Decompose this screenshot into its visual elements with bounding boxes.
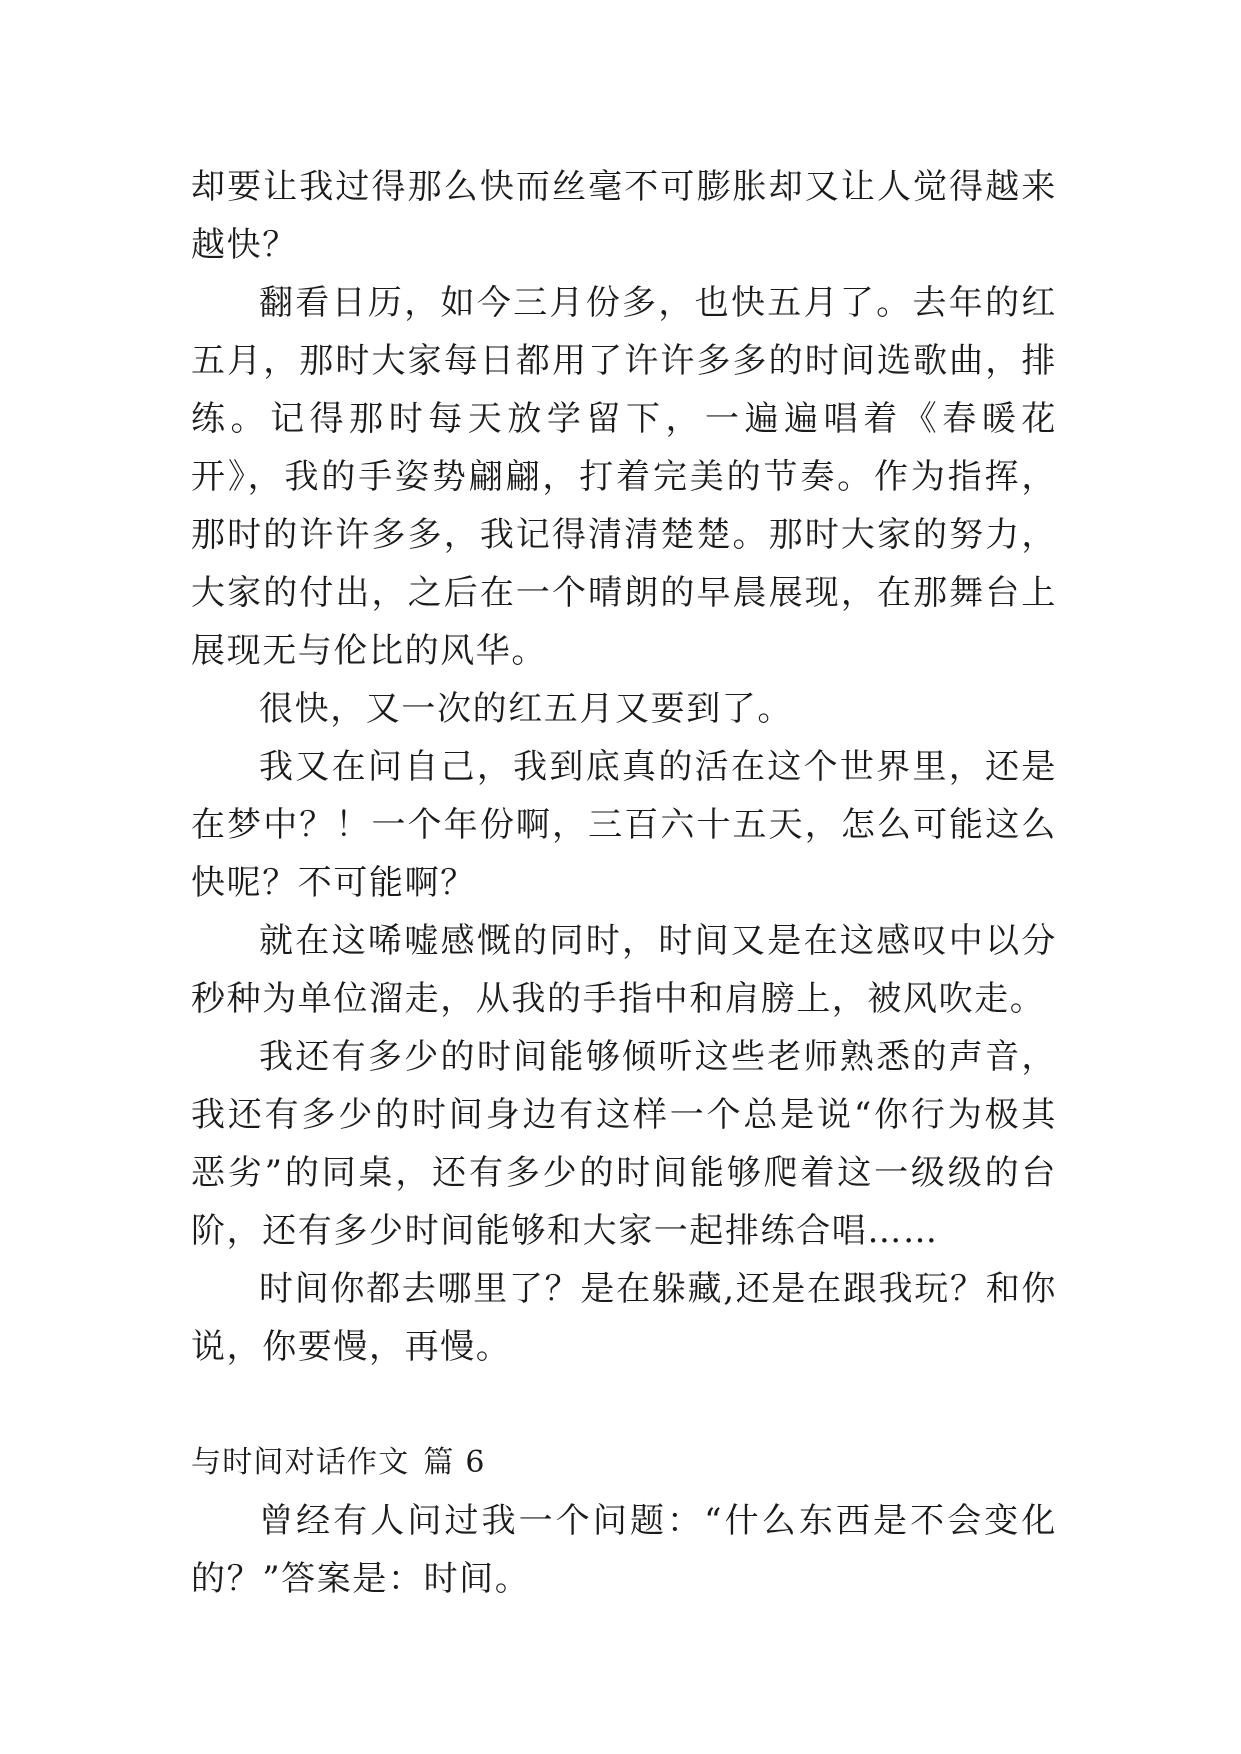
paragraph-where-time: 时间你都去哪里了？是在躲藏,还是在跟我玩？和你说，你要慢，再慢。 [191,1269,1057,1367]
paragraph-question: 曾经有人问过我一个问题：“什么东西是不会变化的？”答案是：时间。 [191,1501,1057,1599]
section-heading-title: 与时间对话作文 [191,1445,410,1480]
paragraph-remaining-time: 我还有多少的时间能够倾听这些老师熟悉的声音，我还有多少的时间身边有这样一个总是说“你行为极其恶劣”的同桌，还有多少的时间能够爬着这一级级的台阶，还有多少时间能够和大家一起排练合唱…… [191,1037,1057,1251]
paragraph-calendar: 翻看日历，如今三月份多，也快五月了。去年的红五月，那时大家每日都用了许许多多的时间选歌曲，排练。记得那时每天放学留下，一遍遍唱着《春暖花开》，我的手姿势翩翩，打着完美的节奏。作为指挥，那时的许许多多，我记得清清楚楚。那时大家的努力，大家的付出，之后在一个晴朗的早晨展现，在那舞台上展现无与伦比的风华。 [191,283,1057,671]
paragraph-sigh: 就在这唏嘘感慨的同时，时间又是在这感叹中以分秒种为单位溜走，从我的手指中和肩膀上，被风吹走。 [191,921,1057,1019]
section-heading [191,1434,1057,1492]
section-heading-number: 篇 6 [423,1445,486,1480]
paragraph-red-may: 很快，又一次的红五月又要到了。 [259,689,793,729]
paragraph-dream: 我又在问自己，我到底真的活在这个世界里，还是在梦中？！一个年份啊，三百六十五天，怎么可能这么快呢？不可能啊？ [191,747,1057,903]
paragraph-continued: 却要让我过得那么快而丝毫不可膨胀却又让人觉得越来越快？ [191,167,1057,265]
document-body [191,158,1057,1608]
